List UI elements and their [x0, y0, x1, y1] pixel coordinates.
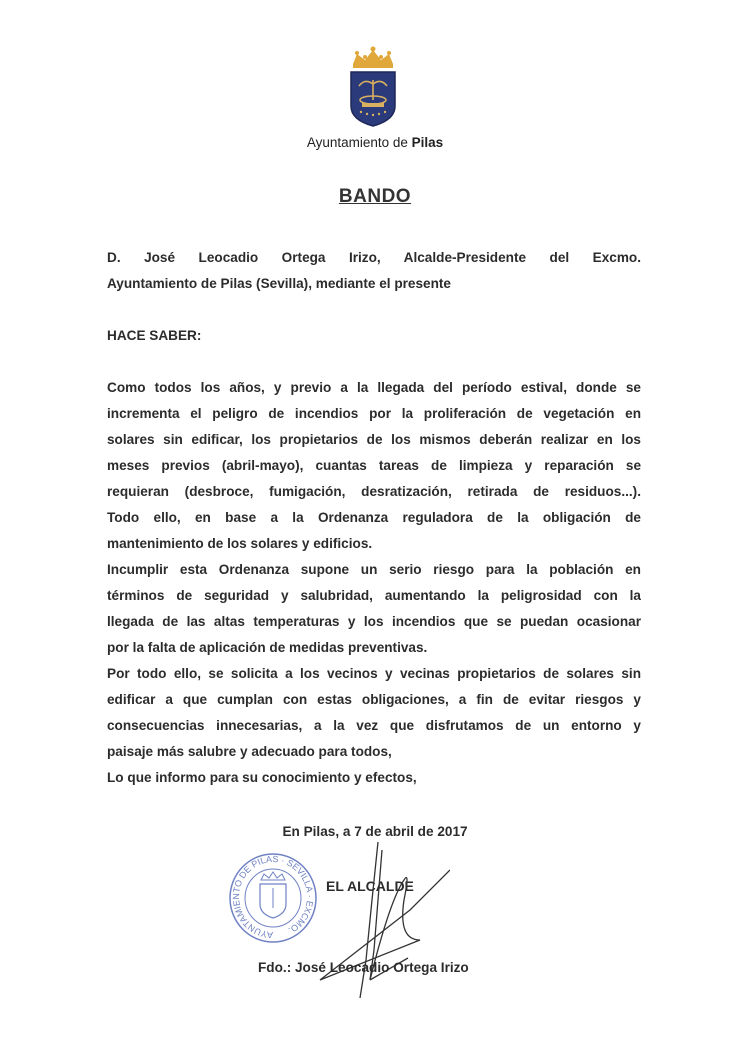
text-line-content: requieran (desbroce, fumigación, desratización, retirada de residuos...).	[107, 484, 641, 499]
text-line-content: Ayuntamiento de Pilas (Sevilla), mediante el presente	[107, 276, 451, 291]
paragraph	[107, 661, 641, 765]
text-line	[107, 245, 641, 271]
text-line-content: consecuencias innecesarias, a la vez que disfrutamos de un entorno y	[107, 718, 641, 733]
text-line	[107, 401, 641, 427]
coat-of-arms-icon	[347, 46, 399, 128]
text-line	[107, 375, 641, 401]
organization-prefix: Ayuntamiento de	[306, 135, 412, 150]
text-line-content: meses previos (abril-mayo), cuantas tareas de limpieza y reparación se	[107, 458, 641, 473]
text-line-content: Todo ello, en base a la Ordenanza reguladora de la obligación de	[107, 510, 641, 525]
section-heading	[107, 323, 641, 349]
text-line-content: Por todo ello, se solicita a los vecinos y vecinas propietarios de solares sin	[107, 666, 641, 681]
hace-saber-heading	[107, 323, 641, 349]
handwritten-signature	[300, 840, 450, 1000]
text-line-content: por la falta de aplicación de medidas preventivas.	[107, 640, 428, 655]
document-title: BANDO	[338, 186, 412, 207]
text-line	[107, 531, 641, 557]
date-line: En Pilas, a 7 de abril de 2017	[282, 824, 468, 839]
text-line	[107, 583, 641, 609]
text-line-content: D. José Leocadio Ortega Irizo, Alcalde-Presidente del Excmo.	[107, 250, 641, 265]
text-line	[107, 635, 641, 661]
intro-paragraph	[107, 245, 641, 297]
text-line-content: mantenimiento de los solares y edificios.	[107, 536, 373, 551]
text-line-content: Incumplir esta Ordenanza supone un serio riesgo para la población en	[107, 562, 641, 577]
text-line-content: términos de seguridad y salubridad, aumentando la peligrosidad con la	[107, 588, 641, 603]
body-text	[107, 375, 641, 791]
text-line-content: Lo que informo para su conocimiento y efectos,	[107, 770, 417, 785]
text-line	[107, 557, 641, 583]
text-line-content: paisaje más salubre y adecuado para todos,	[107, 744, 392, 759]
text-line-content: Como todos los años, y previo a la llegada del período estival, donde se	[107, 380, 641, 395]
text-line	[107, 713, 641, 739]
text-line	[107, 271, 641, 297]
text-line	[107, 687, 641, 713]
paragraph	[107, 765, 641, 791]
text-line-content: solares sin edificar, los propietarios de los mismos deberán realizar en los	[107, 432, 641, 447]
text-line-content: llegada de las altas temperaturas y los incendios que se puedan ocasionar	[107, 614, 641, 629]
text-line	[107, 609, 641, 635]
signatory-role: EL ALCALDE	[326, 878, 414, 894]
text-line	[107, 661, 641, 687]
text-line	[107, 479, 641, 505]
text-line	[107, 427, 641, 453]
svg-text:AYUNTAMIENTO DE PILAS · SEVILL: AYUNTAMIENTO DE PILAS · SEVILLA · EXCMO.	[231, 853, 316, 941]
paragraph	[107, 375, 641, 557]
signatory-name: Fdo.: José Leocadio Ortega Irizo	[258, 960, 469, 975]
organization-town: Pilas	[411, 135, 444, 150]
organization-name	[0, 135, 750, 150]
text-line	[107, 765, 641, 791]
heading-text: HACE SABER:	[107, 328, 202, 343]
text-line	[107, 739, 641, 765]
text-line-content: edificar a que cumplan con estas obligaciones, a fin de evitar riesgos y	[107, 692, 641, 707]
text-line	[107, 505, 641, 531]
text-line-content: incrementa el peligro de incendios por la proliferación de vegetación en	[107, 406, 641, 421]
paragraph	[107, 557, 641, 661]
text-line	[107, 453, 641, 479]
